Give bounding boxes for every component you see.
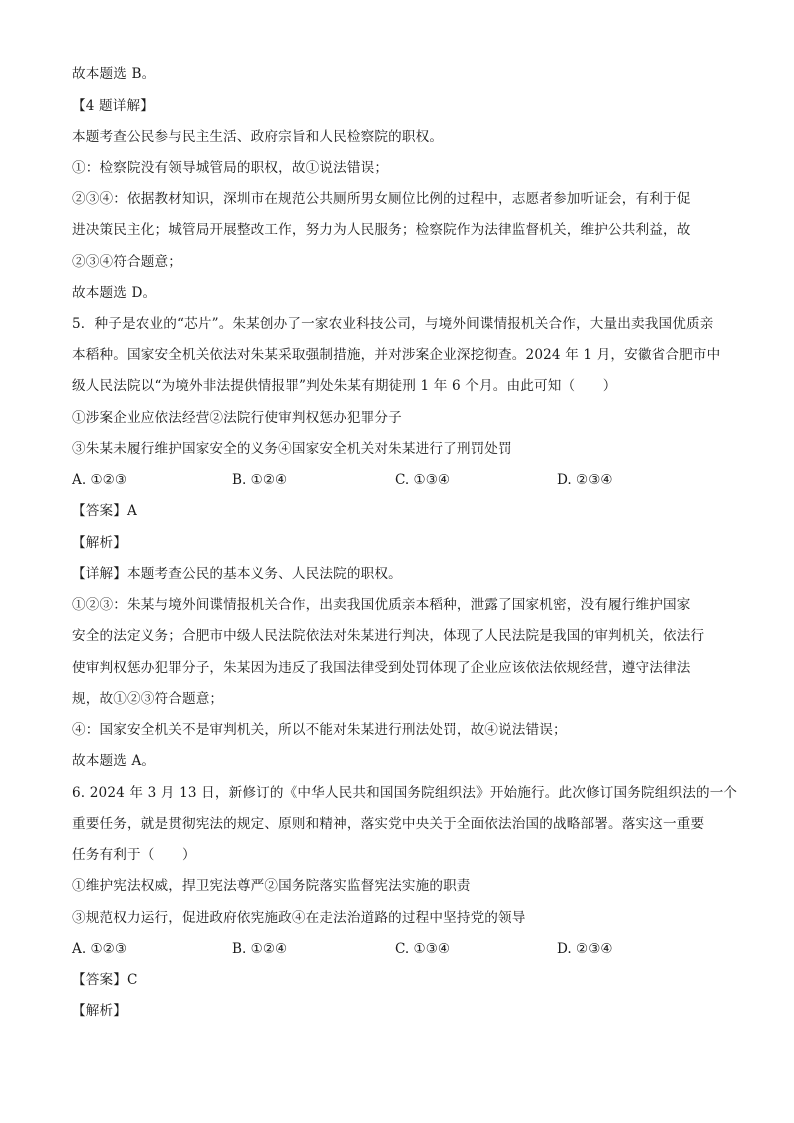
- option-b: B. ①②④: [232, 472, 288, 488]
- detail-line: ④：国家安全机关不是审判机关，所以不能对朱某进行刑法处罚，故④说法错误；: [72, 722, 567, 738]
- analysis-label: 【解析】: [72, 1003, 127, 1019]
- detail-line: 使审判权惩办犯罪分子，朱某因为违反了我国法律受到处罚体现了企业应该依法依规经营，遵守法律法: [72, 660, 691, 676]
- question-5-stem: 本稻种。国家安全机关依法对朱某采取强制措施，并对涉案企业深挖彻查。2024 年 1 月，安徽省合肥市中: [72, 347, 721, 363]
- question-5-statement: ①涉案企业应依法经营②法院行使审判权惩办犯罪分子: [72, 410, 402, 426]
- question-6-statement: ③规范权力运行，促进政府依宪施政④在走法治道路的过程中坚持党的领导: [72, 910, 526, 926]
- analysis-label: 【解析】: [72, 535, 127, 551]
- question-6-stem: 任务有利于（ ）: [72, 847, 196, 863]
- question-5-statement: ③朱某未履行维护国家安全的义务④国家安全机关对朱某进行了刑罚处罚: [72, 441, 512, 457]
- option-c: C. ①③④: [395, 941, 451, 957]
- detail-line: 【详解】本题考查公民的基本义务、人民法院的职权。: [72, 566, 402, 582]
- question-6-stem: 重要任务，就是贯彻宪法的规定、原则和精神，落实党中央关于全面依法治国的战略部署。落实这一重要: [72, 816, 705, 832]
- detail-line: ①②③：朱某与境外间谍情报机关合作，出卖我国优质亲本稻种，泄露了国家机密，没有履行维护国家: [72, 597, 691, 613]
- section-heading: 【4 题详解】: [72, 98, 154, 114]
- question-6-stem: 6. 2024 年 3 月 13 日，新修订的《中华人民共和国国务院组织法》开始施行。此次修订国务院组织法的一个: [72, 785, 738, 801]
- option-d: D. ②③④: [557, 941, 613, 957]
- text-line: 故本题选 B。: [72, 66, 156, 82]
- text-line: 进决策民主化；城管局开展整改工作，努力为人民服务；检察院作为法律监督机关，维护公共利益，故: [72, 222, 691, 238]
- detail-line: 故本题选 A。: [72, 753, 156, 769]
- question-5-stem: 5．种子是农业的“芯片”。朱某创办了一家农业科技公司，与境外间谍情报机关合作，大量出卖我国优质亲: [72, 316, 714, 332]
- text-line: ②③④：依据教材知识，深圳市在规范公共厕所男女厕位比例的过程中，志愿者参加听证会，有利于促: [72, 191, 691, 207]
- text-line: ②③④符合题意；: [72, 254, 182, 270]
- option-c: C. ①③④: [395, 472, 451, 488]
- option-b: B. ①②④: [232, 941, 288, 957]
- text-line: 故本题选 D。: [72, 285, 157, 301]
- answer-label: 【答案】A: [72, 503, 137, 519]
- question-6-statement: ①维护宪法权威，捍卫宪法尊严②国务院落实监督宪法实施的职责: [72, 878, 471, 894]
- answer-label: 【答案】C: [72, 972, 138, 988]
- question-5-stem: 级人民法院以“为境外非法提供情报罪”判处朱某有期徒刑 1 年 6 个月。由此可知（ ）: [72, 378, 617, 394]
- option-a: A. ①②③: [72, 941, 128, 957]
- detail-line: 规，故①②③符合题意；: [72, 691, 224, 707]
- option-a: A. ①②③: [72, 472, 128, 488]
- option-d: D. ②③④: [557, 472, 613, 488]
- text-line: 本题考查公民参与民主生活、政府宗旨和人民检察院的职权。: [72, 129, 444, 145]
- text-line: ①：检察院没有领导城管局的职权，故①说法错误；: [72, 160, 389, 176]
- detail-line: 安全的法定义务；合肥市中级人民法院依法对朱某进行判决，体现了人民法院是我国的审判机关，依法行: [72, 628, 705, 644]
